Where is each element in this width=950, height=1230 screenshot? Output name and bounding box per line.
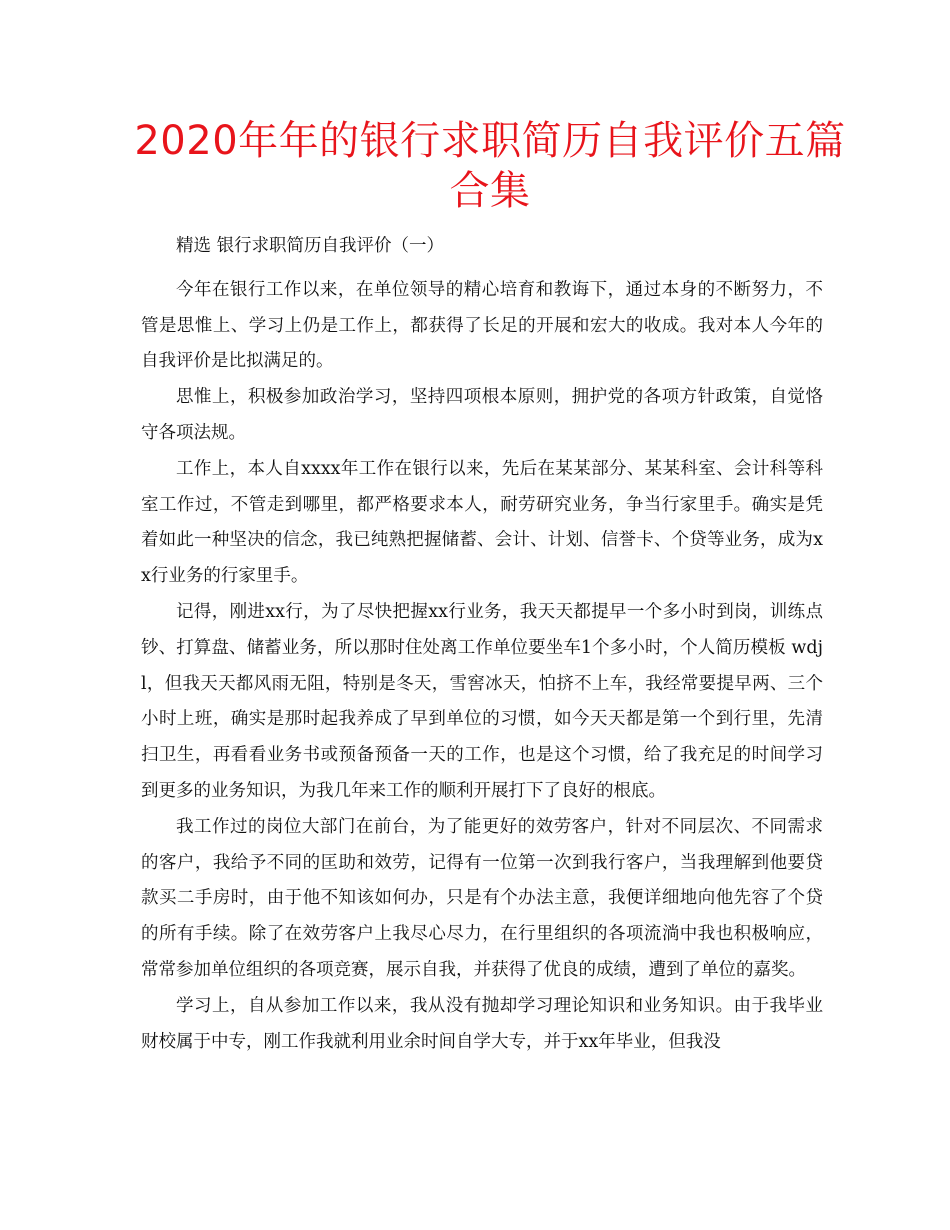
paragraph: 学习上，自从参加工作以来，我从没有抛却学习理论知识和业务知识。由于我毕业财校属于中专，刚工作我就利用业余时间自学大专，并于xx年毕业，但我没 <box>141 995 823 1052</box>
paragraph: 记得，刚进xx行，为了尽快把握xx行业务，我天天都提早一个多小时到岗，训练点钞、打算盘、储蓄业务，所以那时住处离工作单位要坐车1个多小时，个人简历模板 wdjl，但我天天都风雨无阻，特别是冬天，雪窖冰天，怕挤不上车，我经常要提早两、三个小时上班，确实是那时起我养成了早到单位的习惯，如今天天都是第一个到行里，先清扫卫生，再看看业务书或预备预备一天的工作，也是这个习惯，给了我充足的时间学习到更多的业务知识，为我几年来工作的顺利开展打下了良好的根底。 <box>141 601 823 801</box>
document-body <box>141 237 823 1060</box>
document-title: 2020年年的银行求职简历自我评价五篇合集 <box>134 118 846 214</box>
section-subheading: 精选 银行求职简历自我评价（一） <box>176 236 445 256</box>
paragraph: 我工作过的岗位大部门在前台，为了能更好的效劳客户，针对不同层次、不同需求的客户，我给予不同的匡助和效劳，记得有一位第一次到我行客户，当我理解到他要贷款买二手房时，由于他不知该如何办，只是有个办法主意，我便详细地向他先容了个贷的所有手续。除了在效劳客户上我尽心尽力，在行里组织的各项流淌中我也积极响应，常常参加单位组织的各项竞赛，展示自我，并获得了优良的成绩，遭到了单位的嘉奖。 <box>141 816 823 980</box>
paragraph: 思惟上，积极参加政治学习，坚持四项根本原则，拥护党的各项方针政策，自觉恪守各项法规。 <box>141 387 823 443</box>
paragraph: 工作上，本人自xxxx年工作在银行以来，先后在某某部分、某某科室、会计科等科室工作过，不管走到哪里，都严格要求本人，耐劳研究业务，争当行家里手。确实是凭着如此一种坚决的信念，我已纯熟把握储蓄、会计、计划、信誉卡、个贷等业务，成为xx行业务的行家里手。 <box>141 458 823 587</box>
paragraph: 今年在银行工作以来，在单位领导的精心培育和教诲下，通过本身的不断努力，不管是思惟上、学习上仍是工作上，都获得了长足的开展和宏大的收成。我对本人今年的自我评价是比拟满足的。 <box>141 279 823 372</box>
